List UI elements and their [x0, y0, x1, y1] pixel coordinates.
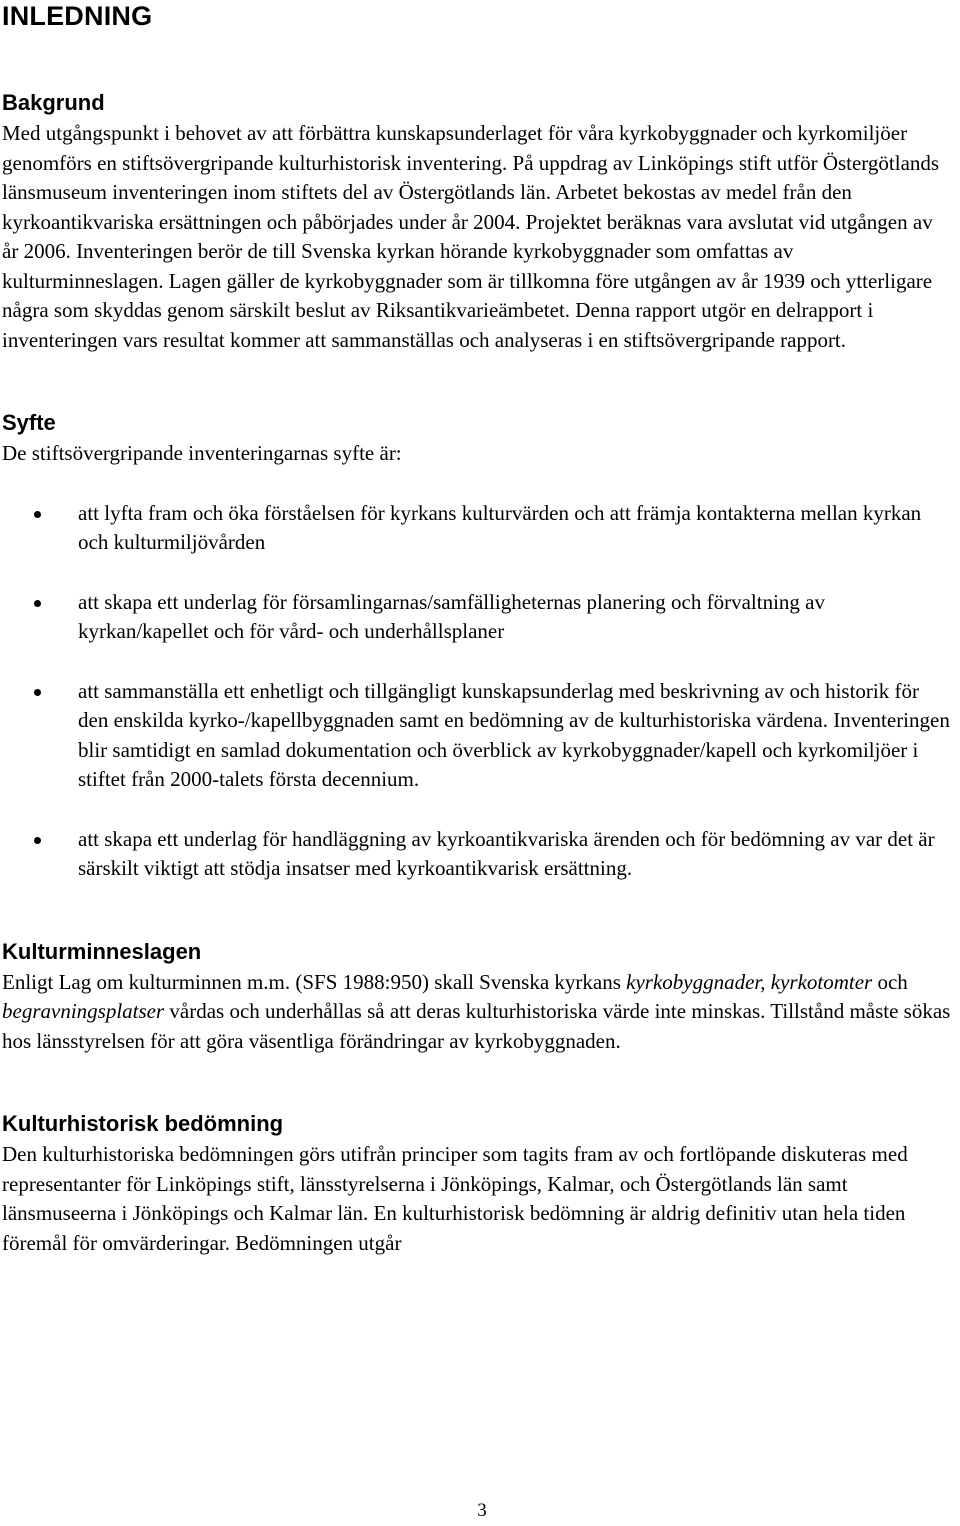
list-item-text: att lyfta fram och öka förståelsen för kyrkans kulturvärden och att främja kontakterna mellan kyrkan och kulturmiljövården: [78, 500, 922, 554]
list-item: [2, 499, 954, 558]
paragraph-bedomning: Den kulturhistoriska bedömningen görs utifrån principer som tagits fram av och fortlöpande diskuteras med representanter för Linköpings stift, länsstyrelserna i Jönköpings, Kalmar, och Östergötlands län samt länsmuseerna i Jönköpings och Kalmar län. En kulturhistorisk bedömning är aldrig definitiv utan hela tiden föremål för omvärderingar. Bedömningen utgår: [2, 1142, 908, 1255]
text-segment: Enligt Lag om kulturminnen m.m. (SFS 1988:950) skall Svenska kyrkans: [2, 969, 627, 994]
paragraph-kulturminneslagen: [2, 968, 954, 1057]
list-item: [2, 677, 954, 795]
spacer: [2, 884, 954, 938]
page-title: INLEDNING: [2, 1, 153, 31]
spacer: [2, 1056, 954, 1110]
list-item-text: att sammanställa ett enhetligt och tillgängligt kunskapsunderlag med beskrivning av och historik för den enskilda kyrko-/kapellbyggnaden samt en bedömning av de kulturhistoriska värdena. Inventeringen blir samtidigt en samlad dokumentation och överblick av kyrkobyggnader/kapell och kyrkomiljöer i stiftet från 2000-talets första decennium.: [78, 678, 950, 791]
bullet-icon: [34, 837, 41, 844]
page-number: 3: [477, 1500, 487, 1521]
list-item: [2, 588, 954, 647]
paragraph-bakgrund: Med utgångspunkt i behovet av att förbättra kunskapsunderlaget för våra kyrkobyggnader och kyrkomiljöer genomförs en stiftsövergripande kulturhistorisk inventering. På uppdrag av Linköpings stift utför Östergötlands länsmuseum inventeringen inom stiftets del av Östergötlands län. Arbetet bekostas av medel från den kyrkoantikvariska ersättningen och påbörjades under år 2004. Projektet beräknas vara avslutat vid utgången av år 2006. Inventeringen berör de till Svenska kyrkan hörande kyrkobyggnader som omfattas av kulturminneslagen. Lagen gäller de kyrkobyggnader som är tillkomna före utgången av år 1939 och ytterligare några som skyddas genom särskilt beslut av Riksantikvarieämbetet. Denna rapport utgör en delrapport i inventeringen vars resultat kommer att sammanställas och analyseras i en stiftsövergripande rapport.: [2, 121, 940, 352]
bullet-icon: [34, 511, 41, 518]
list-item: [2, 825, 954, 884]
list-item-text: att skapa ett underlag för församlingarnas/samfälligheternas planering och förvaltning av kyrkan/kapellet och för vård- och underhållsplaner: [78, 589, 825, 643]
italic-term: kyrkobyggnader, kyrkotomter: [626, 969, 873, 994]
list-item-text: att skapa ett underlag för handläggning av kyrkoantikvariska ärenden och för bedömning av var det är särskilt viktigt att stödja insatser med kyrkoantikvarisk ersättning.: [78, 826, 935, 880]
syfte-bullet-list: [2, 499, 954, 884]
paragraph-syfte-intro: De stiftsövergripande inventeringarnas syfte är:: [2, 441, 402, 465]
text-segment: och: [872, 969, 908, 994]
spacer: [2, 355, 954, 409]
heading-bakgrund: Bakgrund: [2, 90, 105, 115]
spacer: [2, 32, 954, 89]
document-page: [2, 0, 954, 1258]
bullet-icon: [34, 600, 41, 607]
heading-kulturhistorisk-bedomning: Kulturhistorisk bedömning: [2, 1111, 284, 1136]
heading-kulturminneslagen: Kulturminneslagen: [2, 938, 202, 964]
italic-term: begravningsplatser: [2, 999, 165, 1023]
text-segment: vårdas och underhållas så att deras kulturhistoriska värde inte minskas. Tillstånd måste sökas hos länsstyrelsen för att göra väsentliga förändringar av kyrkobyggnaden.: [2, 999, 951, 1053]
heading-syfte: Syfte: [2, 410, 56, 435]
bullet-icon: [34, 689, 41, 696]
